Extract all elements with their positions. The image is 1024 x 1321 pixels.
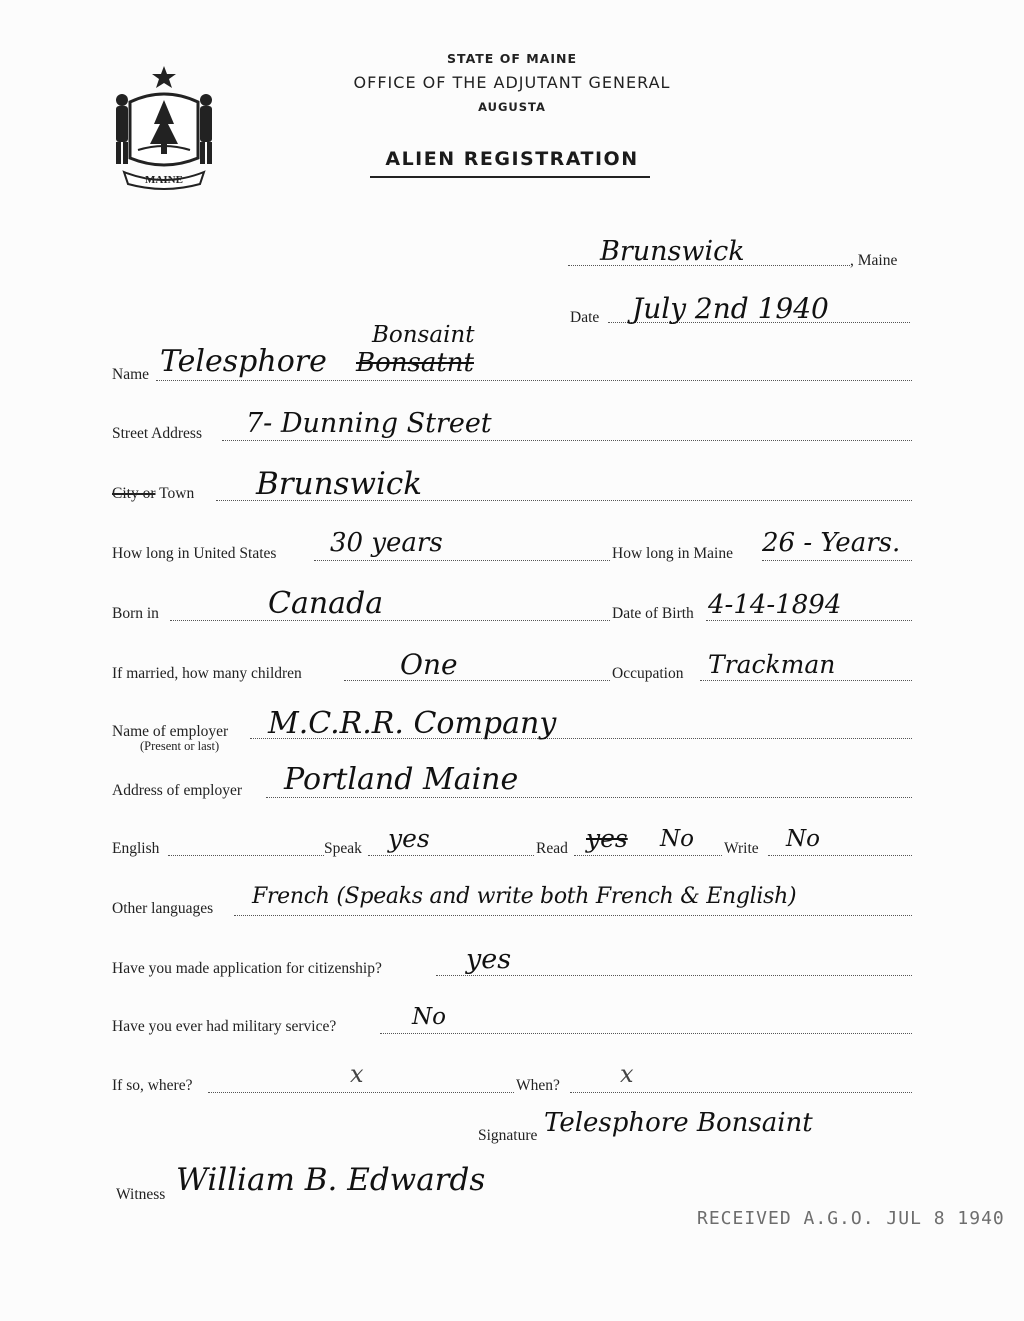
signature-label: Signature [478,1127,538,1144]
born-label: Born in [112,605,159,622]
town-label [112,485,194,503]
when-value: x [620,1060,634,1088]
read-value: No [660,826,694,852]
occupation-label: Occupation [612,665,684,682]
write-label: Write [724,840,759,857]
read-struck: yes [586,824,628,853]
header-city: AUGUSTA [478,100,546,114]
where-label: If so, where? [112,1077,193,1094]
where-line [208,1092,514,1093]
page-title: ALIEN REGISTRATION [385,148,639,170]
years-us-label: How long in United States [112,545,277,562]
children-value: One [400,648,458,681]
date-label: Date [570,309,600,326]
citizenship-label: Have you made application for citizenship? [112,960,382,977]
employer-label: Name of employer [112,723,229,740]
write-value: No [786,826,820,852]
name-surname-struck: Bonsatnt [356,348,474,378]
where-value: x [350,1060,364,1088]
speak-label: Speak [324,840,362,857]
years-us-line [314,560,610,561]
received-stamp: RECEIVED A.G.O. JUL 8 1940 [697,1208,1005,1229]
born-line [170,620,610,621]
years-maine-line [762,560,912,561]
employer-value: M.C.R.R. Company [268,706,557,741]
children-line [344,680,610,681]
witness-value: William B. Edwards [176,1162,486,1198]
read-line [574,855,722,856]
title-underline [370,176,650,178]
town-label-struck: City or [112,485,156,502]
read-label: Read [536,840,568,857]
header-state: STATE OF MAINE [447,51,577,66]
other-languages-label: Other languages [112,900,214,917]
town-value: Brunswick [256,466,423,502]
street-value: 7- Dunning Street [246,408,492,439]
children-label: If married, how many children [112,665,302,682]
employer-sublabel: (Present or last) [140,739,220,753]
citizenship-value: yes [466,944,512,975]
write-line [768,855,912,856]
street-label: Street Address [112,425,202,442]
street-line [222,440,912,441]
english-line [168,855,324,856]
witness-label: Witness [116,1186,166,1203]
name-line [156,380,912,381]
military-label: Have you ever had military service? [112,1018,337,1035]
date-value: July 2nd 1940 [632,292,829,325]
name-surname-correction: Bonsaint [372,322,475,348]
english-label: English [112,840,160,857]
employer-address-label: Address of employer [112,782,242,799]
employer-address-line [266,797,912,798]
dob-value: 4-14-1894 [708,590,842,620]
town-label-text: Town [159,485,195,502]
place-value: Brunswick [600,236,745,267]
dob-line [706,620,912,621]
speak-value: yes [388,824,430,853]
military-value: No [412,1004,446,1030]
seal-text: MAINE [145,174,183,186]
dob-label: Date of Birth [612,605,694,622]
occupation-value: Trackman [708,650,836,679]
other-languages-line [234,915,912,916]
military-line [380,1033,912,1034]
born-value: Canada [268,586,384,621]
occupation-line [700,680,912,681]
employer-address-value: Portland Maine [284,762,519,797]
years-us-value: 30 years [330,528,443,558]
citizenship-line [436,975,912,976]
years-maine-value: 26 - Years. [762,528,901,558]
place-suffix: , Maine [850,252,898,269]
years-maine-label: How long in Maine [612,545,733,562]
name-first: Telesphore [160,344,327,379]
signature-value: Telesphore Bonsaint [544,1108,813,1138]
header-office: OFFICE OF THE ADJUTANT GENERAL [353,73,671,92]
name-label: Name [112,366,150,383]
speak-line [368,855,534,856]
when-line [570,1092,912,1093]
other-languages-value: French (Speaks and write both French & English) [252,884,797,909]
when-label: When? [516,1077,560,1094]
